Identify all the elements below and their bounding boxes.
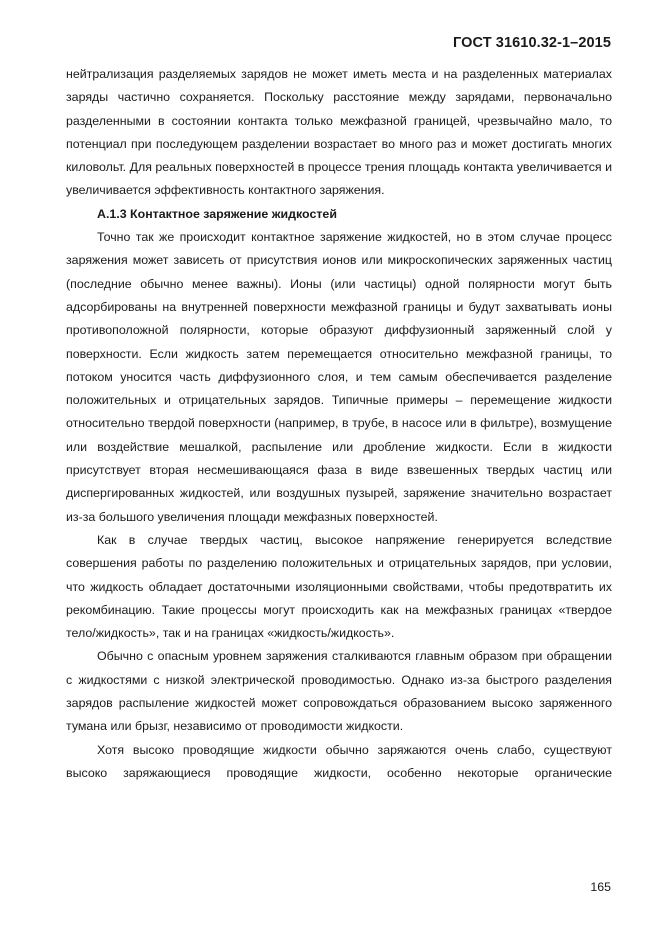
standard-header: ГОСТ 31610.32-1–2015 <box>453 35 611 51</box>
paragraph-high-voltage: Как в случае твердых частиц, высокое напряжение генерируется вследствие совершения работы по разделению положительных и отрицательных зарядов, при условии, что жидкость обладает достаточными изоляционными свойствами, чтобы предотвратить их рекомбинацию. Такие процессы могут происходить как на межфазных границах «твердое тело/жидкость», так и на границах «жидкость/жидкость». <box>66 532 612 641</box>
paragraph-intro: нейтрализация разделяемых зарядов не может иметь места и на разделенных материалах заряды частично сохраняется. Поскольку расстояние между зарядами, первоначально разделенными в состоянии контакта только межфазной границей, чрезвычайно мало, то потенциал при последующем разделении возрастает во много раз и может достигать многих киловольт. Для реальных поверхностей в процессе трения площадь контакта увеличивается и увеличивается эффективность контактного заряжения. <box>66 67 612 198</box>
paragraph-contact-charging: Точно так же происходит контактное заряжение жидкостей, но в этом случае процесс заряжения может зависеть от присутствия ионов или микроскопических заряженных частиц (последние обычно менее важны). Ионы (или частицы) одной полярности могут быть адсорбированы на внутренней поверхности межфазной границы и будут захватывать ионы противоположной полярности, которые образуют диффузионный заряженный слой у поверхности. Если жидкость затем перемещается относительно межфазной границы, то потоком уносится часть диффузионного слоя, и тем самым обеспечивается разделение положительных и отрицательных зарядов. Типичные примеры – перемещение жидкости относительно твердой поверхности (например, в трубе, в насосе или в фильтре), возмущение или воздействие мешалкой, распыление или дробление жидкости. Если в жидкости присутствует вторая несмешивающаяся фаза в виде взвешенных твердых частиц или диспергированных жидкостей, или воздушных пузырей, заряжение значительно возрастает из-за большого увеличения площади межфазных поверхностей. <box>66 230 612 524</box>
page-number: 165 <box>590 880 611 894</box>
section-heading: А.1.3 Контактное заряжение жидкостей <box>97 206 337 221</box>
paragraph-hazard-level: Обычно с опасным уровнем заряжения сталкиваются главным образом при обращении с жидкостями с низкой электрической проводимостью. Однако из-за быстрого разделения зарядов распыление жидкостей может сопровождаться образованием высоко заряженного тумана или брызг, независимо от проводимости жидкости. <box>66 649 612 734</box>
document-body <box>66 63 612 785</box>
paragraph-conductive-liquids: Хотя высоко проводящие жидкости обычно заряжаются очень слабо, существуют высоко заряжающиеся проводящие жидкости, особенно некоторые органические <box>66 742 612 780</box>
